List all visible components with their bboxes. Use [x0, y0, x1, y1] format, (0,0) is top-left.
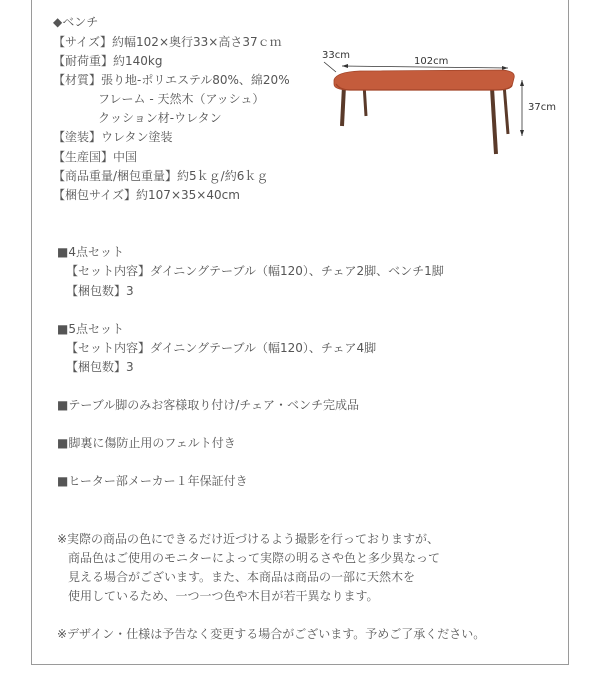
set-5-title: ■5点セット [57, 322, 124, 336]
bench-leg-front-left [342, 86, 344, 126]
set-5-content: 【セット内容】ダイニングテーブル（幅120）、チェア4脚 [66, 341, 377, 355]
note-warranty: ■ヒーター部メーカー１年保証付き [57, 474, 248, 488]
disclaimer-line-3: 見える場合がございます。また、本商品は商品の一部に天然木を [68, 570, 416, 584]
height-arrow-bottom [520, 130, 524, 136]
spec-size: 【サイズ】約幅102×奥行33×高さ37ｃｍ [53, 35, 282, 49]
depth-dim-line [324, 62, 336, 72]
set-4-title: ■4点セット [57, 245, 124, 259]
disclaimer-line-2: 商品色はご使用のモニターによって実際の明るさや色と多少異なって [68, 551, 441, 565]
spec-heading: ◆ベンチ [53, 15, 99, 29]
spec-weight: 【商品重量/梱包重量】約5ｋｇ/約6ｋｇ [53, 169, 269, 183]
set-4-packages: 【梱包数】3 [66, 284, 134, 298]
bench-seat [334, 70, 514, 90]
bench-figure [320, 44, 560, 164]
disclaimer-line-1: ※実際の商品の色にできるだけ近づけるよう撮影を行っておりますが、 [57, 532, 440, 546]
note-assembly: ■テーブル脚のみお客様取り付け/チェア・ベンチ完成品 [57, 398, 359, 412]
height-label: 37cm [528, 102, 556, 113]
bench-leg-back-right [504, 84, 508, 134]
depth-label: 33cm [322, 50, 350, 61]
width-arrow-right [502, 66, 508, 70]
bench-leg-front-right [492, 88, 496, 154]
spec-load: 【耐荷重】約140kg [53, 54, 163, 68]
spec-coating: 【塗装】ウレタン塗装 [53, 130, 173, 144]
note-felt: ■脚裏に傷防止用のフェルト付き [57, 436, 236, 450]
set-5-packages: 【梱包数】3 [66, 360, 134, 374]
spec-material: 【材質】張り地-ポリエステル80%、綿20% [53, 73, 290, 87]
width-arrow-left [342, 64, 348, 68]
spec-origin: 【生産国】中国 [53, 150, 138, 164]
spec-material-frame: フレーム - 天然木（アッシュ） [98, 92, 265, 106]
spec-material-cushion: クッション材-ウレタン [98, 111, 222, 125]
height-arrow-top [520, 80, 524, 86]
disclaimer-line-4: 使用しているため、一つ一つ色や木目が若干異なります。 [68, 589, 379, 603]
footer-note: ※デザイン・仕様は予告なく変更する場合がございます。予めご了承ください。 [57, 627, 486, 641]
width-label: 102cm [414, 56, 449, 67]
spec-package-size: 【梱包サイズ】約107×35×40cm [53, 188, 240, 202]
set-4-content: 【セット内容】ダイニングテーブル（幅120）、チェア2脚、ベンチ1脚 [66, 264, 444, 278]
